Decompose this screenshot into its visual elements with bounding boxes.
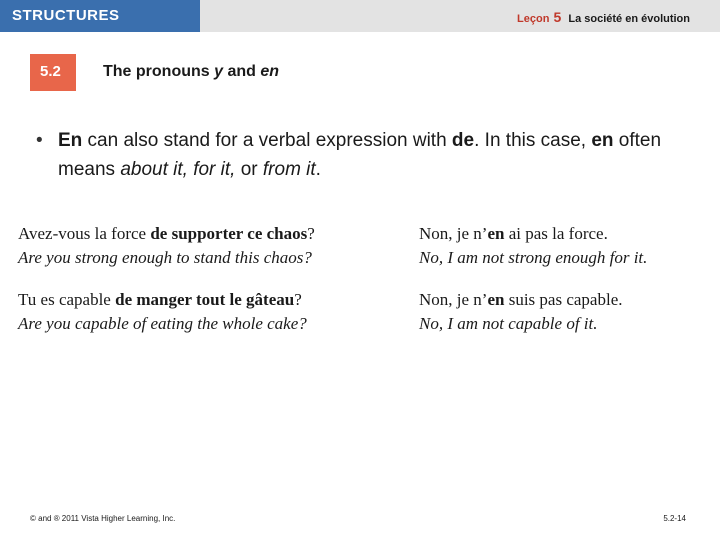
example-1-a-post: ai pas la force.	[504, 224, 608, 243]
example-1-french	[18, 222, 315, 246]
copyright-notice: © and ® 2011 Vista Higher Learning, Inc.	[30, 514, 176, 523]
example-2-a-pre: Non, je n’	[419, 290, 488, 309]
example-2-question	[18, 288, 307, 336]
example-1-a-pre: Non, je n’	[419, 224, 488, 243]
bullet-text-4: . In this case,	[474, 130, 592, 151]
example-2-q-pre: Tu es capable	[18, 290, 116, 309]
example-2-answer-french	[419, 288, 623, 312]
example-1-q-bold: de supporter ce chaos	[150, 224, 308, 243]
bullet-text-2: can also stand for a verbal expression with	[82, 130, 452, 151]
example-2-q-bold: de manger tout le gâteau	[115, 290, 295, 309]
bullet-about-it: about it, for it,	[120, 159, 236, 180]
section-number-badge	[30, 54, 76, 91]
title-and: and	[223, 63, 261, 80]
example-1-answer-english: No, I am not strong enough for it.	[419, 248, 648, 267]
example-1-a-bold: en	[487, 224, 505, 243]
example-2-english: Are you capable of eating the whole cake?	[18, 314, 307, 333]
example-1-q-post: ?	[307, 224, 315, 243]
slide-title	[103, 63, 279, 81]
bullet-en-1: En	[58, 130, 83, 151]
example-1-answer-french	[419, 222, 647, 246]
bullet-text-6: often means	[58, 130, 662, 180]
example-1-answer	[419, 222, 647, 270]
bullet-or: or	[235, 159, 263, 180]
example-2-q-post: ?	[294, 290, 302, 309]
bullet-from-it: from it	[262, 159, 316, 180]
title-y: y	[214, 63, 224, 80]
bullet-en-2: en	[591, 130, 614, 151]
example-1-q-pre: Avez-vous la force	[18, 224, 151, 243]
bullet-de: de	[451, 130, 475, 151]
title-en: en	[260, 63, 280, 80]
lesson-title: La société en évolution	[568, 13, 690, 25]
example-2-answer-english: No, I am not capable of it.	[419, 314, 598, 333]
header-bar	[0, 0, 720, 32]
example-1-english: Are you strong enough to stand this chaos?	[18, 248, 312, 267]
example-2-answer	[419, 288, 623, 336]
title-text: The pronouns	[103, 63, 215, 80]
section-tab	[0, 0, 200, 32]
bullet-icon: •	[36, 130, 43, 151]
example-2-french	[18, 288, 307, 312]
lesson-number: 5	[553, 9, 562, 25]
example-2-a-bold: en	[487, 290, 505, 309]
bullet-text	[58, 126, 698, 184]
section-number: 5.2	[40, 63, 61, 80]
bullet-period: .	[315, 159, 321, 180]
section-tab-label: STRUCTURES	[12, 7, 120, 24]
example-2-a-post: suis pas capable.	[504, 290, 623, 309]
page-number: 5.2-14	[663, 514, 686, 523]
lesson-prefix: Leçon	[517, 13, 550, 25]
lesson-label	[517, 9, 690, 25]
example-1-question	[18, 222, 315, 270]
